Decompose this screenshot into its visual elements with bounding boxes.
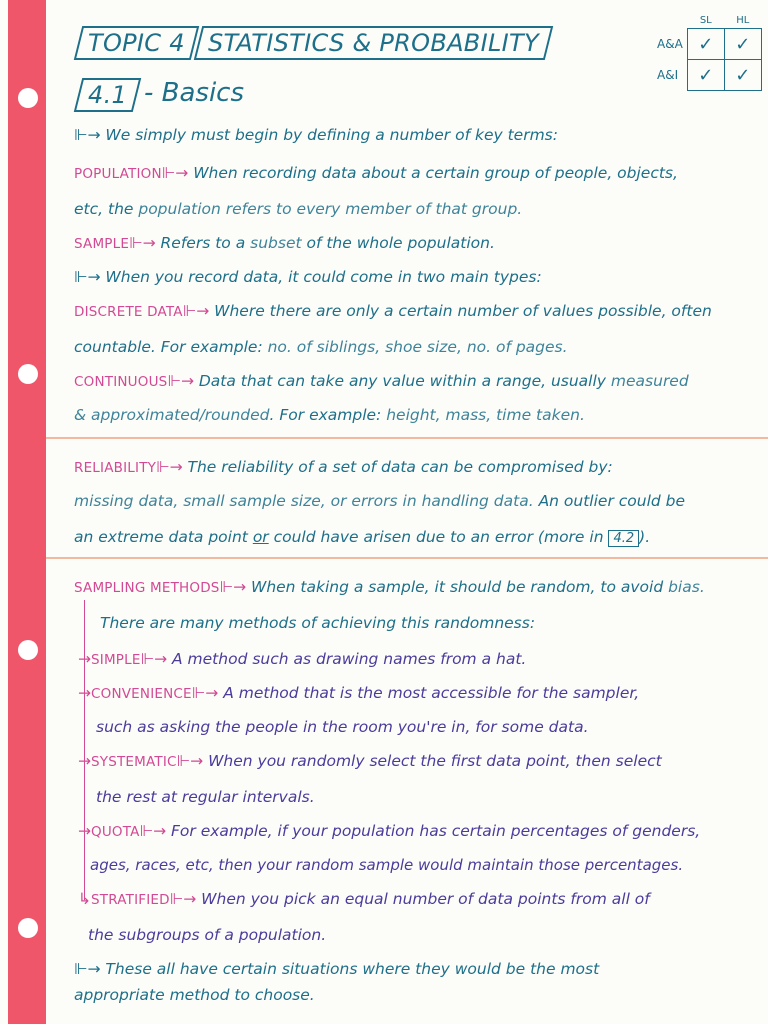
note-line: & approximated/rounded. For example: height, mass, time taken. xyxy=(74,406,585,424)
topic-title: STATISTICS & PROBABILITY xyxy=(208,29,539,57)
term-convenience: CONVENIENCE xyxy=(91,686,192,702)
arrow-icon: ⊩→ xyxy=(74,960,106,978)
column-hl: HL xyxy=(736,14,750,26)
note-line: RELIABILITY⊩→ The reliability of a set of data can be compromised by: xyxy=(74,458,613,476)
arrow-icon: ↳ xyxy=(78,890,91,908)
term-stratified: STRATIFIED xyxy=(91,892,170,908)
binder-hole xyxy=(18,640,38,660)
term-reliability: RELIABILITY xyxy=(74,460,157,476)
binder-hole xyxy=(18,918,38,938)
note-line: the rest at regular intervals. xyxy=(96,788,315,806)
note-line: SAMPLE⊩→ Refers to a subset of the whole population. xyxy=(74,234,495,252)
tick-icon: ✓ xyxy=(687,60,724,91)
arrow-icon: ⊩→ xyxy=(176,752,209,770)
note-line: appropriate method to choose. xyxy=(74,986,315,1004)
note-line: ages, races, etc, then your random sample would maintain those percentages. xyxy=(90,856,684,874)
topic-label: TOPIC 4 xyxy=(88,29,185,57)
arrow-icon: ⊩→ xyxy=(182,302,215,320)
arrow-icon: ⊩→ xyxy=(167,372,199,390)
section-number: 4.1 xyxy=(88,81,128,109)
note-line: DISCRETE DATA⊩→ Where there are only a certain number of values possible, often xyxy=(74,302,712,320)
note-line: →CONVENIENCE⊩→ A method that is the most accessible for the sampler, xyxy=(78,684,640,702)
note-line: POPULATION⊩→ When recording data about a certain group of people, objects, xyxy=(74,164,678,182)
note-line: countable. For example: no. of siblings, shoe size, no. of pages. xyxy=(74,338,568,356)
binder-hole xyxy=(18,88,38,108)
note-line: CONTINUOUS⊩→ Data that can take any value within a range, usually measured xyxy=(74,372,689,390)
arrow-icon: ⊩→ xyxy=(74,268,106,286)
note-line: →SIMPLE⊩→ A method such as drawing names from a hat. xyxy=(78,650,527,668)
column-sl: SL xyxy=(699,14,712,26)
arrow-icon: → xyxy=(78,684,91,702)
term-sample: SAMPLE xyxy=(74,236,130,252)
note-line: →QUOTA⊩→ For example, if your population has certain percentages of genders, xyxy=(78,822,701,840)
note-line: ⊩→ We simply must begin by defining a number of key terms: xyxy=(74,126,558,144)
arrow-icon: ⊩→ xyxy=(191,684,224,702)
note-line: etc, the population refers to every member of that group. xyxy=(74,200,523,218)
tick-icon: ✓ xyxy=(724,60,761,91)
term-systematic: SYSTEMATIC xyxy=(91,754,177,770)
term-quota: QUOTA xyxy=(91,824,140,840)
arrow-icon: → xyxy=(78,822,91,840)
section-divider xyxy=(46,437,768,439)
arrow-icon: ⊩→ xyxy=(156,458,188,476)
note-line: There are many methods of achieving this randomness: xyxy=(100,614,536,632)
arrow-icon: → xyxy=(78,752,91,770)
section-ref-box: 4.2 xyxy=(608,530,639,547)
arrow-icon: ⊩→ xyxy=(219,578,251,596)
section-title: - Basics xyxy=(144,78,245,108)
note-line: missing data, small sample size, or errors in handling data. An outlier could be xyxy=(74,492,686,510)
note-line: SAMPLING METHODS⊩→ When taking a sample, it should be random, to avoid bias. xyxy=(74,578,705,596)
note-line: such as asking the people in the room you're in, for some data. xyxy=(96,718,589,736)
margin-strip xyxy=(8,0,46,1024)
arrow-icon: ⊩→ xyxy=(74,126,106,144)
topic-title-box xyxy=(194,26,553,60)
arrow-icon: ⊩→ xyxy=(139,822,171,840)
term-population: POPULATION xyxy=(74,166,162,182)
note-line: an extreme data point or could have arisen due to an error (more in 4.2 ). xyxy=(74,528,651,546)
topic-label-box xyxy=(74,26,199,60)
arrow-icon: ⊩→ xyxy=(161,164,194,182)
note-line: the subgroups of a population. xyxy=(88,926,327,944)
arrow-icon: → xyxy=(78,650,91,668)
arrow-icon: ⊩→ xyxy=(169,890,202,908)
row-label: A&I xyxy=(657,68,679,82)
note-line: →SYSTEMATIC⊩→ When you randomly select the first data point, then select xyxy=(78,752,662,770)
note-line: ↳STRATIFIED⊩→ When you pick an equal number of data points from all of xyxy=(78,890,650,908)
arrow-icon: ⊩→ xyxy=(140,650,173,668)
term-simple: SIMPLE xyxy=(91,652,141,668)
note-line: ⊩→ These all have certain situations where they would be the most xyxy=(74,960,600,978)
note-line: ⊩→ When you record data, it could come in two main types: xyxy=(74,268,542,286)
arrow-icon: ⊩→ xyxy=(129,234,161,252)
tick-icon: ✓ xyxy=(724,29,761,60)
binder-hole xyxy=(18,364,38,384)
level-table xyxy=(656,12,762,91)
term-sampling-methods: SAMPLING METHODS xyxy=(74,580,220,596)
section-divider xyxy=(46,557,768,559)
section-number-box xyxy=(74,78,142,112)
row-label: A&A xyxy=(657,37,683,51)
term-discrete: DISCRETE DATA xyxy=(74,304,183,320)
term-continuous: CONTINUOUS xyxy=(74,374,168,390)
tick-icon: ✓ xyxy=(687,29,724,60)
